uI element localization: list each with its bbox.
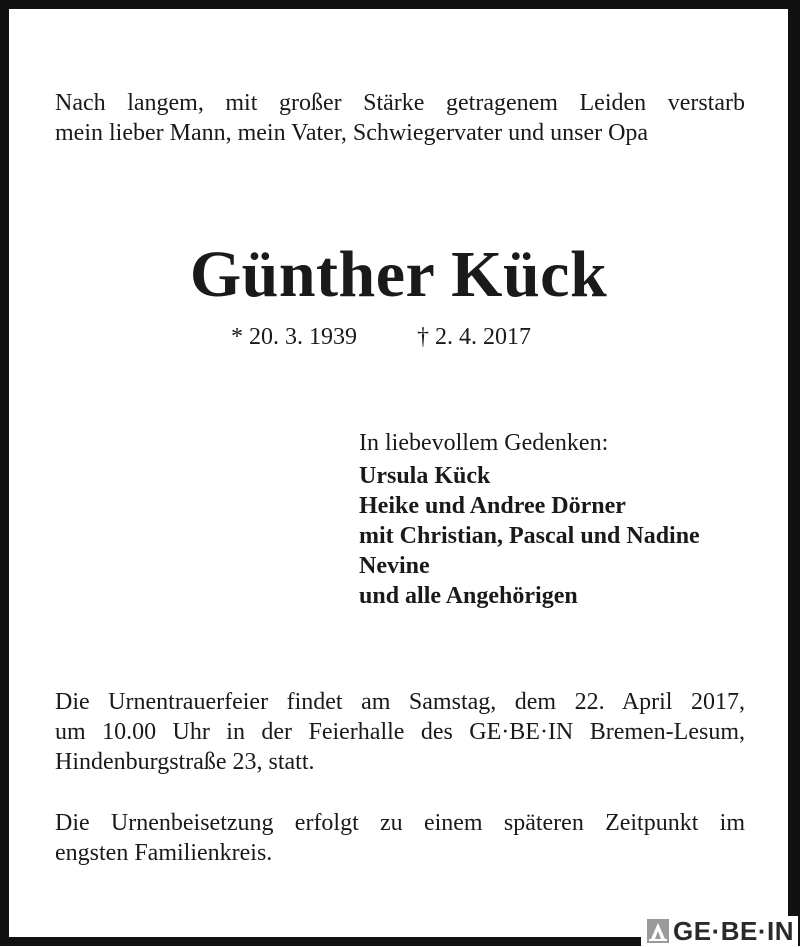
- mourner-name: Ursula Kück: [359, 461, 700, 491]
- burial-line: Die Urnenbeisetzung erfolgt zu einem späteren Zeitpunkt im: [55, 808, 745, 838]
- death-date: † 2. 4. 2017: [417, 324, 531, 350]
- gebein-logo: [641, 916, 798, 946]
- mourner-name: Heike und Andree Dörner: [359, 491, 700, 521]
- mourners-block: [359, 428, 700, 611]
- deceased-name: Günther Kück: [9, 235, 788, 315]
- burial-info: [55, 808, 745, 868]
- gebein-logo-icon: [647, 919, 669, 943]
- intro-line: mein lieber Mann, mein Vater, Schwiegervater und unser Opa: [55, 118, 745, 148]
- ceremony-info: [55, 687, 745, 777]
- intro-text: [55, 88, 745, 148]
- birth-date: * 20. 3. 1939: [231, 324, 357, 350]
- ceremony-line: Die Urnentrauerfeier findet am Samstag, dem 22. April 2017,: [55, 687, 745, 717]
- mourner-name: Nevine: [359, 551, 700, 581]
- ceremony-line: um 10.00 Uhr in der Feierhalle des GE·BE·IN Bremen-Lesum,: [55, 717, 745, 747]
- ceremony-line: Hindenburgstraße 23, statt.: [55, 747, 745, 777]
- intro-line: Nach langem, mit großer Stärke getragenem Leiden verstarb: [55, 88, 745, 118]
- burial-line: engsten Familienkreis.: [55, 838, 745, 868]
- mourner-name: und alle Angehörigen: [359, 581, 700, 611]
- mourner-name: mit Christian, Pascal und Nadine: [359, 521, 700, 551]
- life-dates: [231, 322, 531, 352]
- logo-text: GE·BE·IN: [673, 916, 794, 947]
- mourners-heading: In liebevollem Gedenken:: [359, 428, 700, 458]
